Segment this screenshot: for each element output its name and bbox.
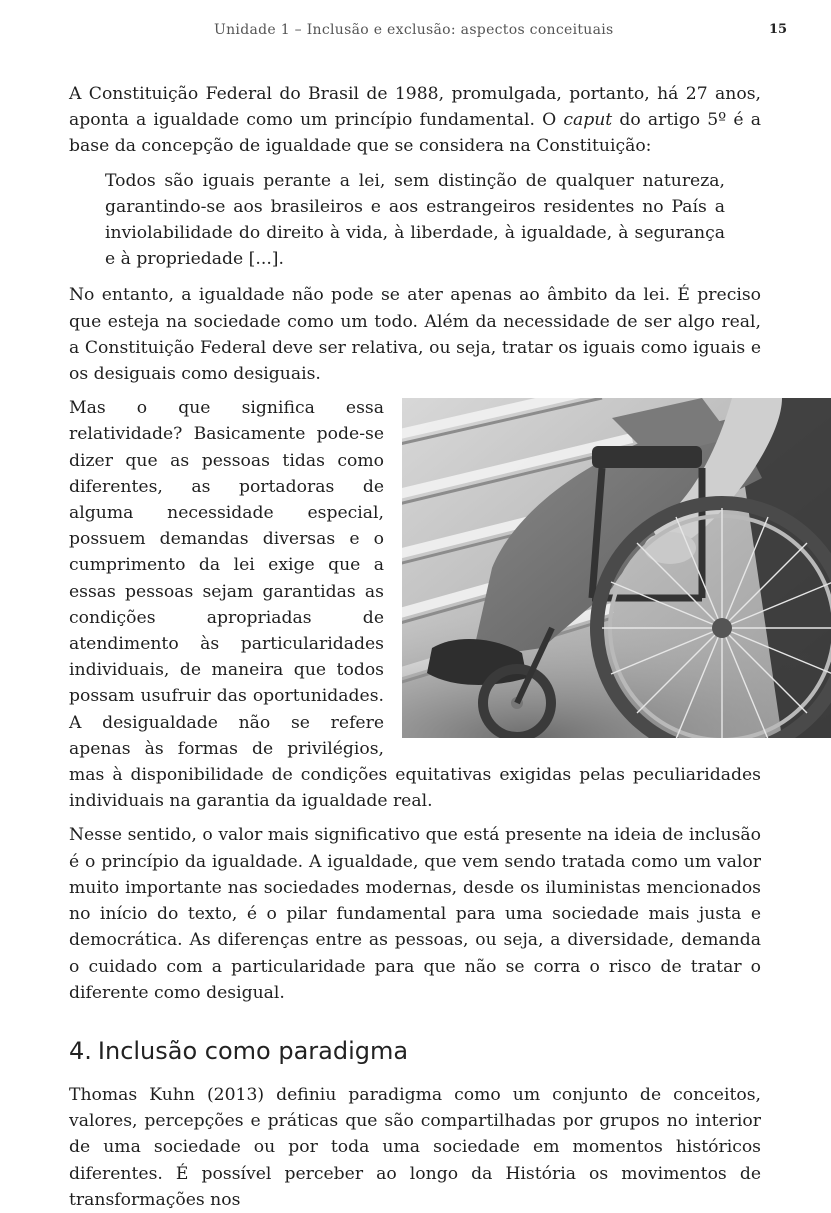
section-heading [69, 1036, 761, 1066]
paragraph-equality: No entanto, a igualdade não pode se ater apenas ao âmbito da lei. É preciso que esteja na sociedade como um todo. Além da necessidade de ser algo real, a Constituição Federal deve ser relativa, ou seja, tratar os iguais como iguais e os desiguais como desiguais. [69, 285, 761, 385]
blockquote-article-5: Todos são iguais perante a lei, sem distinção de qualquer natureza, garantindo-se aos brasileiros e aos estrangeiros residentes no País a inviolabilidade do direito à vida, à liberdade, à igualdade, à segurança e à propriedade [...]. [105, 170, 725, 270]
p1-text-b: do artigo 5º é a base da concepção de igualdade que se considera na Constituição: [69, 110, 761, 157]
paragraph-inclusion-value: Nesse sentido, o valor mais significativo que está presente na ideia de inclusão é o princípio da igualdade. A igualdade, que vem sendo tratada como um valor muito importante nas sociedades modernas, desde os iluministas mencionados no início do texto, é o pilar fundamental para uma sociedade mais justa e democrática. As diferenças entre as pessoas, ou seja, a diversidade, demanda o cuidado com a particularidade para que não se corra o risco de tratar o diferente como desigual. [69, 825, 761, 1003]
running-title: Unidade 1 – Inclusão e exclusão: aspectos conceituais [214, 22, 614, 38]
wheelchair-photo [402, 398, 831, 738]
paragraph-constitution [69, 81, 761, 160]
page-content [69, 81, 761, 1213]
p1-text-a: A Constituição Federal do Brasil de 1988, promulgada, portanto, há 27 anos, aponta a igualdade como um princípio fundamental. O [69, 84, 761, 131]
section-number: 4. [69, 1036, 92, 1065]
paragraph-kuhn: Thomas Kuhn (2013) definiu paradigma como um conjunto de conceitos, valores, percepções e práticas que são compartilhadas por grupos no interior de uma sociedade ou por toda uma sociedade em momentos históricos diferentes. É possível perceber ao longo da História os movimentos de transformações nos [69, 1084, 761, 1210]
page-number: 15 [769, 22, 788, 37]
paragraph-relativity: Mas o que significa essa relatividade? Basicamente pode-se dizer que as pessoas tidas como diferentes, as portadoras de alguma necessidade especial, possuem demandas diversas e o cumprimento da lei exige que a essas pessoas sejam garantidas as condições apropriadas de atendimento às particularidades individuais, de maneira que todos possam usufruir das oportunidades. A desigualdade não se refere apenas às formas de privilégios, mas à disponibilidade de condições equitativas exigidas pelas peculiaridades individuais na garantia da igualdade real. [69, 398, 761, 812]
section-title: Inclusão como paradigma [97, 1036, 409, 1065]
running-header [0, 22, 831, 42]
caput-term: caput [563, 110, 613, 131]
